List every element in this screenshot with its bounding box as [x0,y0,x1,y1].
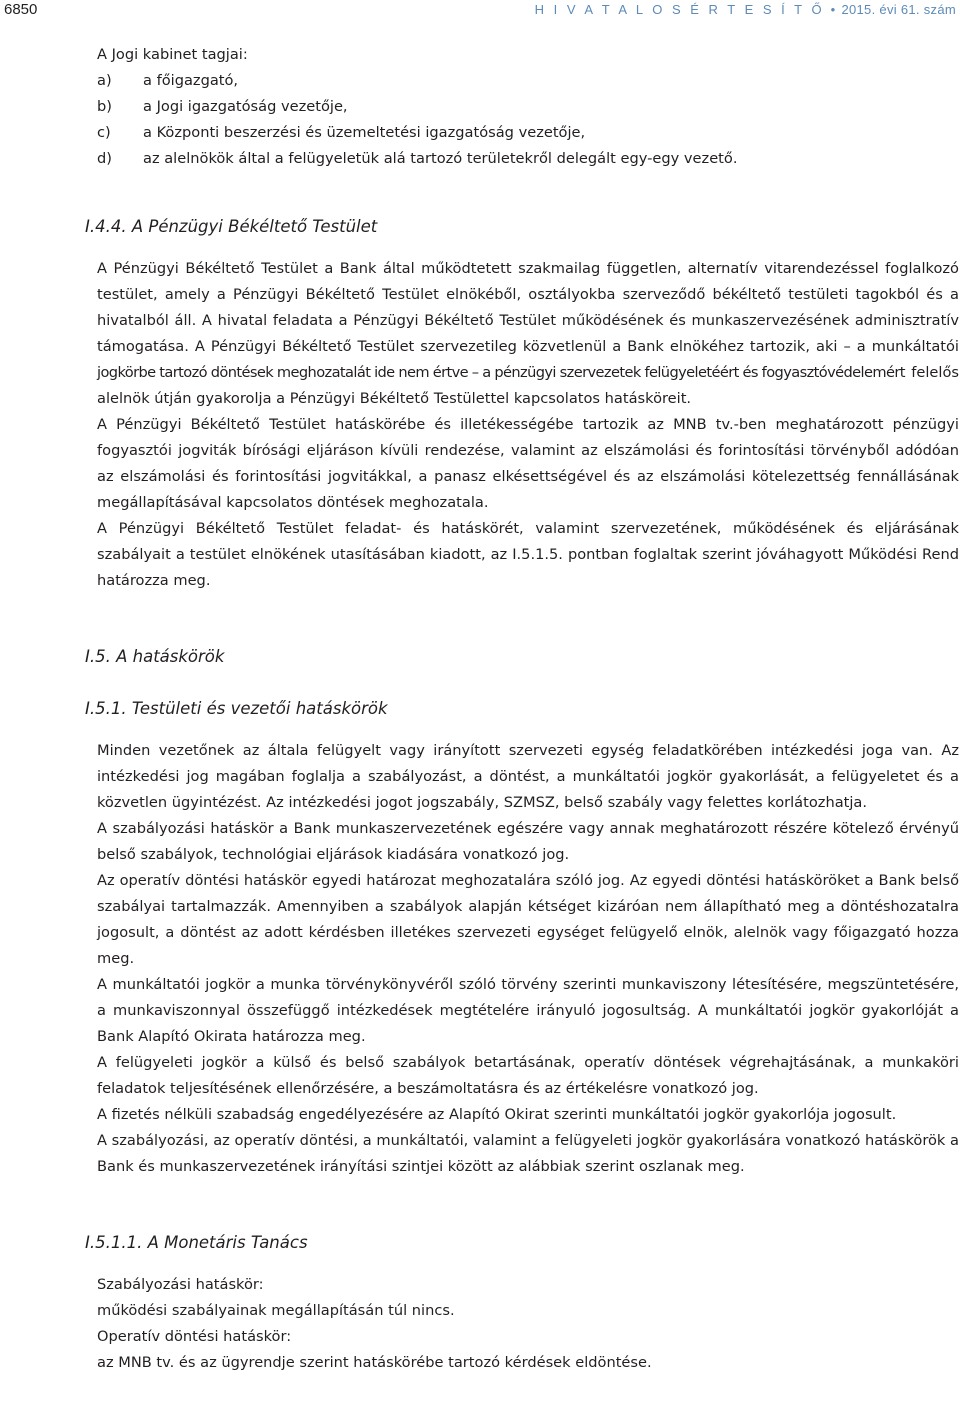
authority-text: az MNB tv. és az ügyrendje szerint hatáskörébe tartozó kérdések eldöntése. [97,1354,652,1371]
list-marker: b) [97,98,112,115]
member-list [97,68,959,172]
list-item [97,68,959,94]
paragraph: A Pénzügyi Békéltető Testület hatáskörébe és illetékességébe tartozik az MNB tv.-ben meghatározott pénzügyi fogyasztói jogviták bírósági eljáráson kívüli rendezése, valamint az elszámolási és forintosítási törvényből adódóan az elszámolási és forintosítási jogvitákkal, a panasz elkésettségével és az elszámolási kötelezettség fennállásának megállapításával kapcsolatos döntések meghozatala. [97,416,959,511]
paragraph-text-condensed: jogkörbe tartozó döntések meghozatalát ide nem értve – a pénzügyi szervezetek felügyeletéért és fogyasztóvédelemért [97,364,905,381]
header-separator: • [830,2,836,17]
section-heading-i-4-4: I.4.4. A Pénzügyi Békéltető Testület [85,217,378,236]
list-text: a Jogi igazgatóság vezetője, [143,98,348,115]
list-marker: d) [97,150,112,167]
paragraph-text: A Pénzügyi Békéltető Testület a Bank által működtetett szakmailag független, alternatív vitarendezéssel foglalkozó testület, amely a Pénzügyi Békéltető Testület elnökéből, osztályokba szerveződő békéltető testületi tagokból és a hivatalból áll. A hivatal feladata a Pénzügyi Békéltető Testület működésének és munkaszervezésének adminisztratív támogatása. A Pénzügyi Békéltető Testület szervezetileg közvetlenül a Bank elnökéhez tartozik, aki – a munkáltatói [97,260,959,355]
paragraph: Az operatív döntési hatáskör egyedi határozat meghozatalára szóló jog. Az egyedi döntési hatásköröket a Bank belső szabályai tartalmazzák. Amennyiben a szabályok alapján kétséget kizáróan nem állapítható meg a döntéshozatalra jogosult, a döntést az adott kérdésben illetékes szervezeti egységet felügyelő elnök, alelnök vagy főigazgató hozza meg. [97,872,959,967]
paragraph: A Pénzügyi Békéltető Testület feladat- és hatáskörét, valamint szervezetének, működésének és eljárásának szabályait a testület elnökének utasításában kiadott, az I.5.1.5. pontban foglaltak szerint jóváhagyott Működési Rend határozza meg. [97,520,959,589]
document-body [85,42,960,1376]
list-marker: c) [97,124,111,141]
authority-text: működési szabályainak megállapításán túl nincs. [97,1302,455,1319]
issue-label: 2015. évi 61. szám [841,2,956,17]
paragraph: A felügyeleti jogkör a külső és belső szabályok betartásának, operatív döntések végrehajtásának, a munkaköri feladatok teljesítésének ellenőrzésére, a beszámoltatásra és az értékelésre vonatkozó jog. [97,1054,959,1097]
paragraph: Minden vezetőnek az általa felügyelt vagy irányított szervezeti egység feladatkörében intézkedési joga van. Az intézkedési jog magában foglalja a szabályozást, a döntést, a munkáltatói jogkör gyakorlását, a felügyeletet és a közvetlen ügyintézést. Az intézkedési jogot jogszabály, SZMSZ, belső szabály vagy felettes korlátozhatja. [97,742,959,811]
section-i-5-1-1-body [97,1272,959,1376]
section-i-4-4-body [97,256,959,594]
section-heading-i-5: I.5. A hatáskörök [85,647,225,666]
list-marker: a) [97,72,112,89]
paragraph: A szabályozási, az operatív döntési, a munkáltatói, valamint a felügyeleti jogkör gyakorlására vonatkozó hatáskörök a Bank és munkaszervezetének irányítási szintjei között az alábbiak szerint oszlanak meg. [97,1132,959,1175]
section-heading-i-5-1: I.5.1. Testületi és vezetői hatáskörök [85,699,388,718]
publication-title: H I V A T A L O S É R T E S Í T Ő [534,2,825,17]
page-number: 6850 [4,1,38,18]
section-i-5-1-body [97,738,959,1180]
list-text: az alelnökök által a felügyeletük alá tartozó területekről delegált egy-egy vezető. [143,150,738,167]
list-item [97,94,959,120]
list-text: a Központi beszerzési és üzemeltetési igazgatóság vezetője, [143,124,586,141]
section-heading-i-5-1-1: I.5.1.1. A Monetáris Tanács [85,1233,308,1252]
page-header [0,0,960,22]
paragraph-text: felelős alelnök útján gyakorolja a Pénzügyi Békéltető Testülettel kapcsolatos hatásköreit. [97,364,960,407]
authority-label: Operatív döntési hatáskör: [97,1328,292,1345]
paragraph [97,256,959,412]
list-item [97,120,959,146]
paragraph: A szabályozási hatáskör a Bank munkaszervezetének egészére vagy annak meghatározott részére kötelező érvényű belső szabályok, technológiai eljárások kiadására vonatkozó jog. [97,820,959,863]
intro-title: A Jogi kabinet tagjai: [97,46,248,63]
authority-label: Szabályozási hatáskör: [97,1276,264,1293]
paragraph: A munkáltatói jogkör a munka törvénykönyvéről szóló törvény szerinti munkaviszony létesítésére, megszüntetésére, a munkaviszonnyal összefüggő intézkedések megtételére irányuló jogosultság. A munkáltatói jogkör gyakorlóját a Bank Alapító Okirata határozza meg. [97,976,959,1045]
list-item [97,146,959,172]
running-head [535,2,956,17]
list-text: a főigazgató, [143,72,239,89]
paragraph: A fizetés nélküli szabadság engedélyezésére az Alapító Okirat szerinti munkáltatói jogkör gyakorlója jogosult. [97,1106,897,1123]
